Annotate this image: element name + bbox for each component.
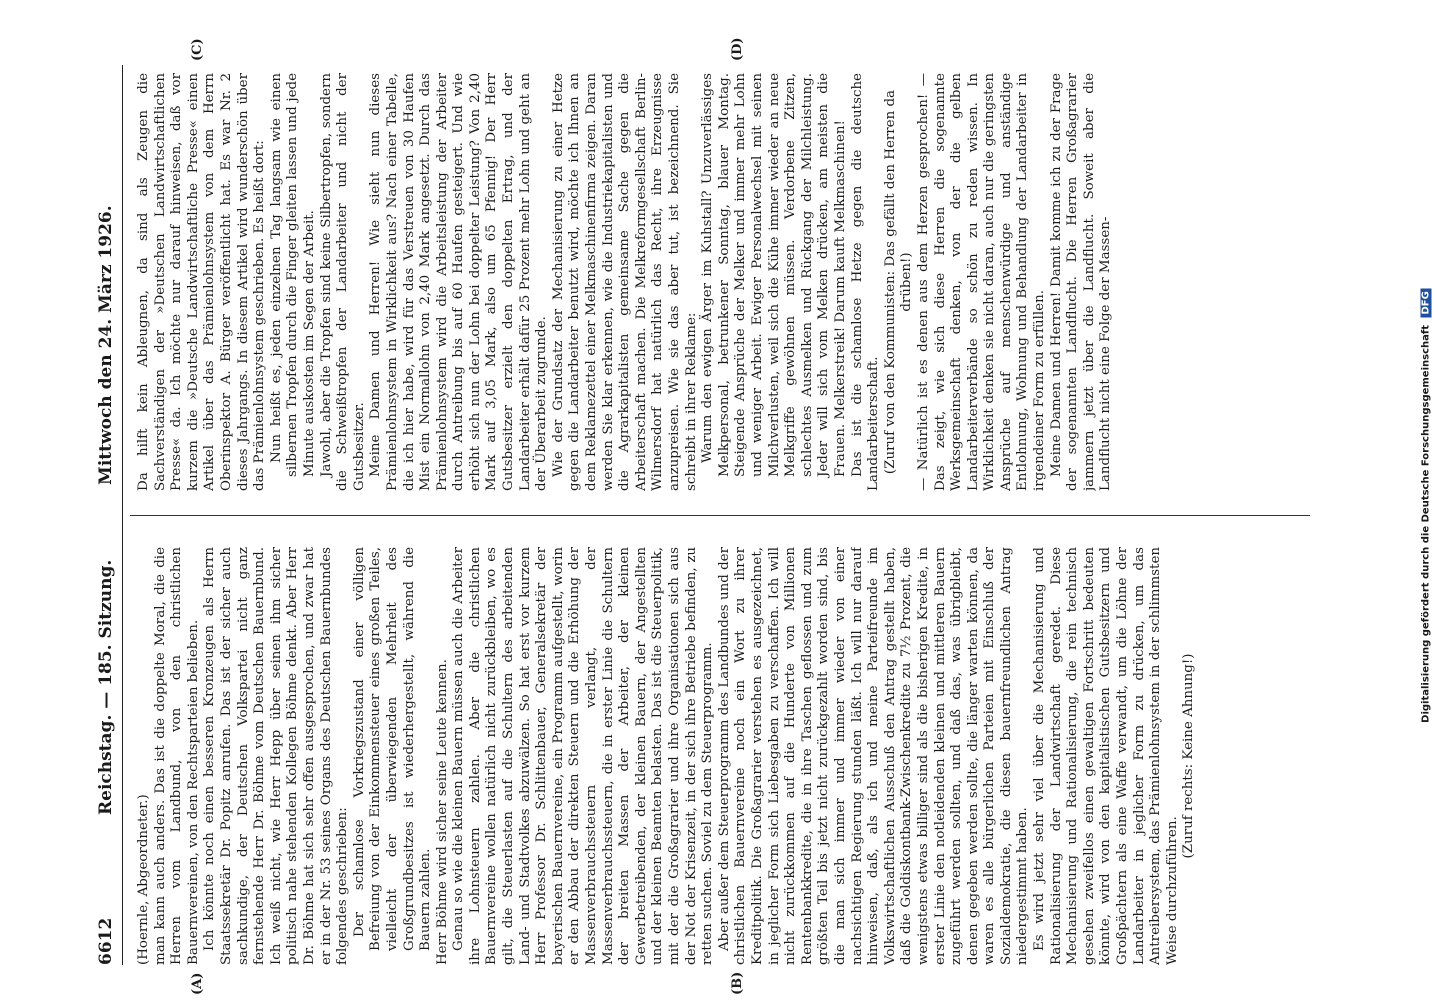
left-text-column [136, 547, 1311, 965]
paragraph: Es wird jetzt sehr viel über die Mechanisierung und Rationalisierung der Landwirtschaft geredet. Diese Mechanisierung und Rationalisierung, die rein technisch gesehen zweifellos einen gewaltigen Fortschritt bedeuten könnte, wird von den kapitalistischen Gutsbesitzern und Großpächtern als eine Waffe verwandt, um die Löhne der Landarbeiter in jeglicher Form zu drücken, um das Antreibersystem, das Prämienlohnsystem in der schlimmsten Weise durchzuführen. [1032, 547, 1180, 965]
paragraph: man kann auch anders. Das ist die doppelte Moral, die die Herren vom Landbund, von den christlichen Bauernvereinen, von den Rechtsparteien belieben. [152, 547, 201, 965]
margin-mark-c: (C) [190, 38, 205, 61]
paragraph: Das ist die schamlose Hetze gegen die deutsche Landarbeiterschaft. [849, 73, 882, 491]
paragraph: Jawohl, aber die Tropfen sind keine Silbertropfen, sondern die Schweißtropfen der Landarbeiter und nicht der Gutsbesitzer. [318, 73, 367, 491]
right-text-column [136, 73, 1311, 491]
session-title: Reichstag. — 185. Sitzung. [96, 559, 116, 815]
paragraph: Genau so wie die kleinen Bauern müssen auch die Arbeiter ihre Lohnsteuern zahlen. Aber die christlichen Bauernvereine wollen natürlich nicht zurückbleiben, wo es gilt, die Steuerlasten auf die Schultern des arbeitenden Land- und Stadtvolkes abzuwälzen. So hat erst vor kurzem Herr Professor Dr. Schlittenbauer, Generalsekretär der bayerischen Bauernvereine, ein Programm aufgestellt, worin er den Abbau der direkten Steuern und die Erhöhung der Massenverbrauchssteuern verlangt, der Massenverbrauchssteuern, die in erster Linie die Schultern der breiten Massen der Arbeiter, der kleinen Gewerbetreibenden, der kleinen Bauern, der Angestellten und der kleinen Beamten belasten. Das ist die Steuerpolitik, mit der die Großagrarier und ihre Organisationen sich aus der Not der Krisenzeit, in der sich ihre Betriebe befinden, zu retten suchen. Soviel zu dem Steuerprogramm. [451, 547, 716, 965]
paragraph: Meine Damen und Herren! Damit komme ich zu der Frage der sogenannten Landflucht. Die Herren Großagrarier jammern jetzt über die Landflucht. Soweit aber die Landflucht nicht eine Folge der Massen- [1048, 73, 1114, 491]
paragraph: — Natürlich ist es denen aus dem Herzen gesprochen! — Das zeigt, wie sich diese Herren die sogenannte Werksgemeinschaft denken, von der die gelben Landarbeiterverbände so schön zu reden wissen. In Wirklichkeit denken sie nicht daran, auch nur die geringsten Ansprüche auf menschenwürdige und anständige Entlohnung, Wohnung und Behandlung der Landarbeiter in irgendeiner Form zu erfüllen. [915, 73, 1048, 491]
margin-mark-b: (B) [730, 971, 745, 995]
paragraph: Ich könnte noch einen besseren Kronzeugen als Herrn Staatssekretär Dr. Popitz anrufen. Das ist der sicher auch sachkundige, der Deutschen Volkspartei nicht ganz fernstehende Herr Dr. Böhme vom Deutschen Bauernbund. Ich weiß nicht, wie Herr Hepp über seinen ihm sicher politisch nahe stehenden Kollegen Böhme denkt. Aber Herr Dr. Böhme hat sich sehr offen ausgesprochen, und zwar hat er in der Nr. 53 seines Organs des Deutschen Bauernbundes folgendes geschrieben: [202, 547, 351, 965]
quotation: Warum den ewigen Ärger im Kuhstall? Unzuverlässiges Melkpersonal, betrunkener Sonntag, blauer Montag. Steigende Ansprüche der Melker und immer mehr Lohn und weniger Arbeit. Ewiger Personalwechsel mit seinen Milchverlusten, weil sich die Kühe immer wieder an neue Melkgriffe gewöhnen müssen. Verdorbene Zitzen, schlechtes Ausmelken und Rückgang der Milchleistung. Jeder will sich vom Melken drücken, am meisten die Frauen. Melkerstreik! Darum kauft Melkmaschinen! [700, 73, 848, 477]
scan-credit-text: Digitalisierung gefördert durch die Deutsche Forschungsgemeinschaft [1420, 324, 1432, 723]
quotation: Der schamlose Vorkriegszustand einer völligen Befreiung von der Einkommensteuer eines großen Teiles, vielleicht der überwiegenden Mehrheit des Großgrundbesitzes ist wiederhergestellt, während die Bauern zahlen. [351, 547, 434, 951]
interjection: (Zuruf rechts: Keine Ahnung!) [1181, 653, 1197, 859]
paragraph: Meine Damen und Herren! Wie sieht nun dieses Prämienlohnsystem in Wirklichkeit aus? Nach einer Tabelle, die ich hier habe, wird für das Verstreuen von 30 Haufen Mist ein Normallohn von 2,40 Mark angesetzt. Durch das Prämienlohnsystem wird die Arbeitsleistung der Arbeiter durch Antreibung bis auf 60 Haufen gesteigert. Und wie erhöht sich nun der Lohn bei doppelter Leistung? Von 2,40 Mark auf 3,05 Mark, also um 65 Pfennig! Der Herr Gutsbesitzer erzielt den doppelten Ertrag, und der Landarbeiter erhält dafür 25 Prozent mehr Lohn und geht an der Überarbeit zugrunde. [368, 73, 550, 491]
scan-credit [1421, 180, 1432, 832]
rotated-document-sheet [90, 37, 1320, 995]
page-number: 6612 [96, 917, 116, 965]
scan-credit-strip [1418, 0, 1434, 1000]
interjection: (Zuruf von den Kommunisten: Das gefällt den Herren da drüben!) [882, 89, 915, 475]
paragraph: Da hilft kein Ableugnen, da sind als Zeugen die Sachverständigen der »Deutschen Landwirtschaftlichen Presse« da. Ich möchte nur darauf hinweisen, daß vor kurzem die »Deutsche Landwirtschaftliche Presse« einen Artikel über das Prämienlohnsystem von dem Herrn Oberinspektor A. Bürger veröffentlicht hat. Es war Nr. 2 dieses Jahrgangs. In diesem Artikel wird wunderschön über das Prämienlohnsystem geschrieben. Es heißt dort: [136, 73, 268, 491]
quotation: Nun heißt es, jeden einzelnen Tag langsam wie einen silbernen Tropfen durch die Finger gleiten lassen und jede Minute auskosten im Segen der Arbeit. [268, 73, 317, 477]
speaker-note: (Hoernle, Abgeordneter.) [136, 794, 151, 965]
margin-mark-d: (D) [730, 37, 745, 61]
paragraph: Wie der Grundsatz der Mechanisierung zu einer Hetze gegen die Landarbeiter benutzt wird, möchte ich Ihnen an dem Reklamezettel einer Melkmaschinenfirma zeigen. Daran werden Sie klar erkennen, wie die Industriekapitalisten und die Agrarkapitalisten gemeinsame Sache gegen die Arbeiterschaft machen. Die Melkreformgesellschaft Berlin-Wilmersdorf hat natürlich das Recht, ihre Erzeugnisse anzupreisen. Wie sie das aber tut, ist bezeichnend. Sie schreibt in ihrer Reklame: [550, 73, 699, 491]
header-rule [122, 65, 123, 965]
page-header [90, 65, 126, 965]
dfg-logo: DFG [1421, 288, 1432, 317]
paragraph: Herr Böhme wird sicher seine Leute kennen. [434, 659, 450, 965]
margin-mark-a: (A) [190, 972, 205, 995]
session-date: Mittwoch den 24. März 1926. [96, 205, 116, 485]
paragraph: Aber außer dem Steuerprogramm des Landbundes und der christlichen Bauernvereine noch ein Wort zu ihrer Kreditpolitik. Die Großagrarier verstehen es ausgezeichnet, in jeglicher Form sich Liebesgaben zu verschaffen. Ich will nicht zurückkommen auf die Hunderte von Millionen Rentenbankkredite, die in ihre Taschen geflossen und zum größten Teil bis jetzt nicht zurückgezahlt worden sind, bis die man sich immer und immer wieder von einer nachsichtigen Regierung stunden läßt. Ich will nur darauf hinweisen, daß, als ich und meine Parteifreunde im Volkswirtschaftlichen Ausschuß den Antrag gestellt haben, daß die Goldiskontbank-Zwischenkredite zu 7½ Prozent, die wenigstens etwas billiger sind als die bisherigen Kredite, in erster Linie den notleidenden kleinen und mittleren Bauern zugeführt werden sollten, und daß das, was übrigbleibt, denen gegeben werden sollte, die länger warten können, da waren es alle bürgerlichen Parteien mit Einschluß der Sozialdemokratie, die diesen bauernfreundlichen Antrag niedergestimmt haben. [716, 547, 1031, 965]
column-divider [130, 515, 1310, 516]
